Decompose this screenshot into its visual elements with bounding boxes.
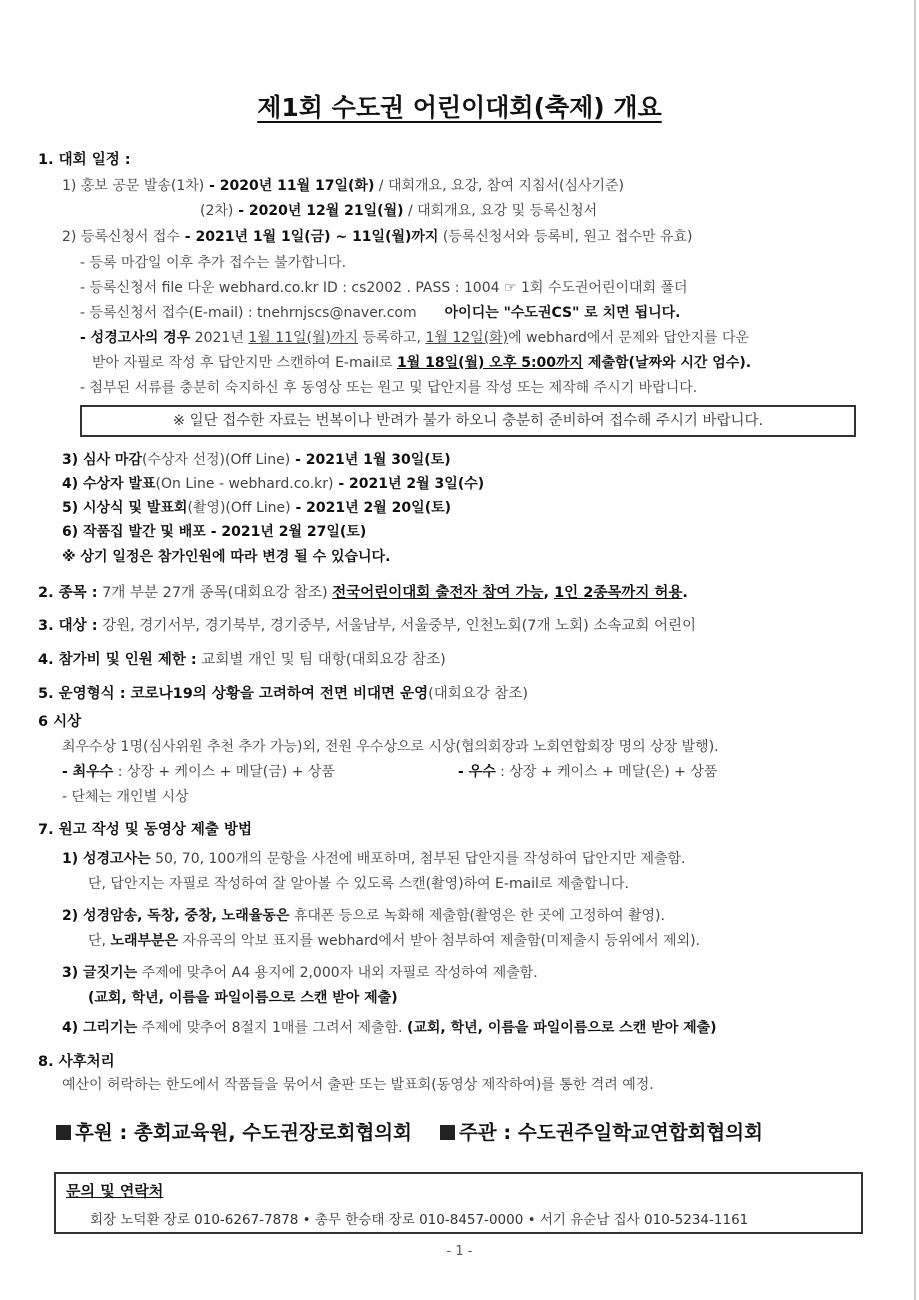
contact-title: 문의 및 연락처 bbox=[66, 1182, 164, 1200]
section-5: 5. 운영형식 : 코로나19의 상황을 고려하여 전면 비대면 운영(대회요강 참조) bbox=[38, 686, 529, 702]
sponsor-line bbox=[56, 1118, 876, 1148]
award-group: - 단체는 개인별 시상 bbox=[62, 789, 189, 805]
award-top: - 최우수 : 상장 + 케이스 + 메달(금) + 상품 bbox=[62, 764, 335, 780]
schedule-announce: 4) 수상자 발표(On Line - webhard.co.kr) - 2021년 2월 3일(수) bbox=[62, 476, 485, 492]
method-bible-quiz: 1) 성경고사는 50, 70, 100개의 문항을 사전에 배포하며, 첨부된 답안지를 작성하여 답안지만 제출함. bbox=[62, 851, 686, 867]
section-7-label: 7. 원고 작성 및 동영상 제출 방법 bbox=[38, 822, 252, 838]
bullet-email: - 등록신청서 접수(E-mail) : tnehrnjscs@naver.com 아이디는 "수도권CS" 로 치면 됩니다. bbox=[80, 305, 681, 321]
bullet-attachments: - 첨부된 서류를 충분히 숙지하신 후 동영상 또는 원고 및 답안지를 작성 또는 제작해 주시기 바랍니다. bbox=[80, 380, 698, 396]
section-6-label: 6 시상 bbox=[38, 714, 82, 730]
notice-box: ※ 일단 접수한 자료는 번복이나 반려가 불가 하오니 충분히 준비하여 접수해 주시기 바랍니다. bbox=[80, 405, 856, 437]
sponsor-right: 주관 : 수도권주일학교연합회협의회 bbox=[458, 1121, 763, 1144]
section-8-label: 8. 사후처리 bbox=[38, 1054, 115, 1070]
square-bullet-icon bbox=[56, 1125, 71, 1140]
section-2: 2. 종목 : 7개 부분 27개 종목(대회요강 참조) 전국어린이대회 출전자 참여 가능, 1인 2종목까지 허용. bbox=[38, 585, 688, 601]
page-title: 제1회 수도권 어린이대회(축제) 개요 bbox=[257, 93, 662, 122]
section-3: 3. 대상 : 강원, 경기서부, 경기북부, 경기중부, 서울남부, 서울중부, 인천노회(7개 노회) 소속교회 어린이 bbox=[38, 618, 697, 634]
section-1-label: 1. 대회 일정 : bbox=[38, 152, 131, 168]
bullet-deadline: - 등록 마감일 이후 추가 접수는 불가합니다. bbox=[80, 255, 347, 271]
schedule-ceremony: 5) 시상식 및 발표회(촬영)(Off Line) - 2021년 2월 20일(토) bbox=[62, 500, 452, 516]
contact-line: 회장 노덕환 장로 010-6267-7878 • 총무 한승태 장로 010-8457-0000 • 서기 유순남 집사 010-5234-1161 bbox=[90, 1212, 749, 1228]
award-summary: 최우수상 1명(심사위원 추천 추가 가능)외, 전원 우수상으로 시상(협의회장과 노회연합회장 명의 상장 발행). bbox=[62, 739, 719, 755]
sponsor-left: 후원 : 총회교육원, 수도권장로회협의회 bbox=[75, 1121, 412, 1144]
schedule-review: 3) 심사 마감(수상자 선정)(Off Line) - 2021년 1월 30일(토) bbox=[62, 452, 451, 468]
schedule-note: ※ 상기 일정은 참가인원에 따라 변경 될 수 있습니다. bbox=[62, 549, 391, 565]
scan-edge bbox=[914, 0, 916, 1300]
method-recital-note: 단, 노래부분은 자유곡의 악보 표지를 webhard에서 받아 첨부하여 제출함(미제출시 등위에서 제외). bbox=[88, 933, 701, 949]
page-number: - 1 - bbox=[446, 1244, 473, 1259]
bullet-bible-quiz-cont: 받아 자필로 작성 후 답안지만 스캔하여 E-mail로 1월 18일(월) 오후 5:00까지 제출함(날짜와 시간 엄수). bbox=[92, 355, 752, 371]
section-4: 4. 참가비 및 인원 제한 : 교회별 개인 및 팀 대항(대회요강 참조) bbox=[38, 652, 446, 668]
contact-box bbox=[54, 1172, 863, 1234]
followup-text: 예산이 허락하는 한도에서 작품들을 묶어서 출판 또는 발표회(동영상 제작하여)를 통한 격려 예정. bbox=[62, 1077, 654, 1093]
method-drawing: 4) 그리기는 주제에 맞추어 8절지 1매를 그려서 제출함. (교회, 학년, 이름을 파일이름으로 스캔 받아 제출) bbox=[62, 1020, 717, 1036]
method-essay-note: (교회, 학년, 이름을 파일이름으로 스캔 받아 제출) bbox=[88, 990, 398, 1006]
square-bullet-icon bbox=[440, 1125, 455, 1140]
schedule-line-3: 2) 등록신청서 접수 - 2021년 1월 1일(금) ~ 11일(월)까지 (등록신청서와 등록비, 원고 접수만 유효) bbox=[62, 229, 693, 245]
schedule-publication: 6) 작품집 발간 및 배포 - 2021년 2월 27일(토) bbox=[62, 524, 367, 540]
method-bible-quiz-note: 단, 답안지는 자필로 작성하여 잘 알아볼 수 있도록 스캔(촬영)하여 E-mail로 제출합니다. bbox=[88, 876, 629, 892]
bullet-webhard: - 등록신청서 file 다운 webhard.co.kr ID : cs2002 . PASS : 1004 ☞ 1회 수도권어린이대회 폴더 bbox=[80, 280, 688, 296]
bullet-bible-quiz: - 성경고사의 경우 2021년 1월 11일(월)까지 등록하고, 1월 12일(화)에 webhard에서 문제와 답안지를 다운 bbox=[80, 330, 750, 346]
schedule-line-1: 1) 홍보 공문 발송(1차) - 2020년 11월 17일(화) / 대회개요, 요강, 참여 지침서(심사기준) bbox=[62, 178, 625, 194]
schedule-line-2: (2차) - 2020년 12월 21일(월) / 대회개요, 요강 및 등록신청서 bbox=[200, 203, 598, 219]
method-recital: 2) 성경암송, 독창, 중창, 노래율동은 휴대폰 등으로 녹화해 제출함(촬영은 한 곳에 고정하여 촬영). bbox=[62, 908, 665, 924]
method-essay: 3) 글짓기는 주제에 맞추어 A4 용지에 2,000자 내외 자필로 작성하여 제출함. bbox=[62, 965, 538, 981]
award-excellent: - 우수 : 상장 + 케이스 + 메달(은) + 상품 bbox=[458, 764, 718, 780]
